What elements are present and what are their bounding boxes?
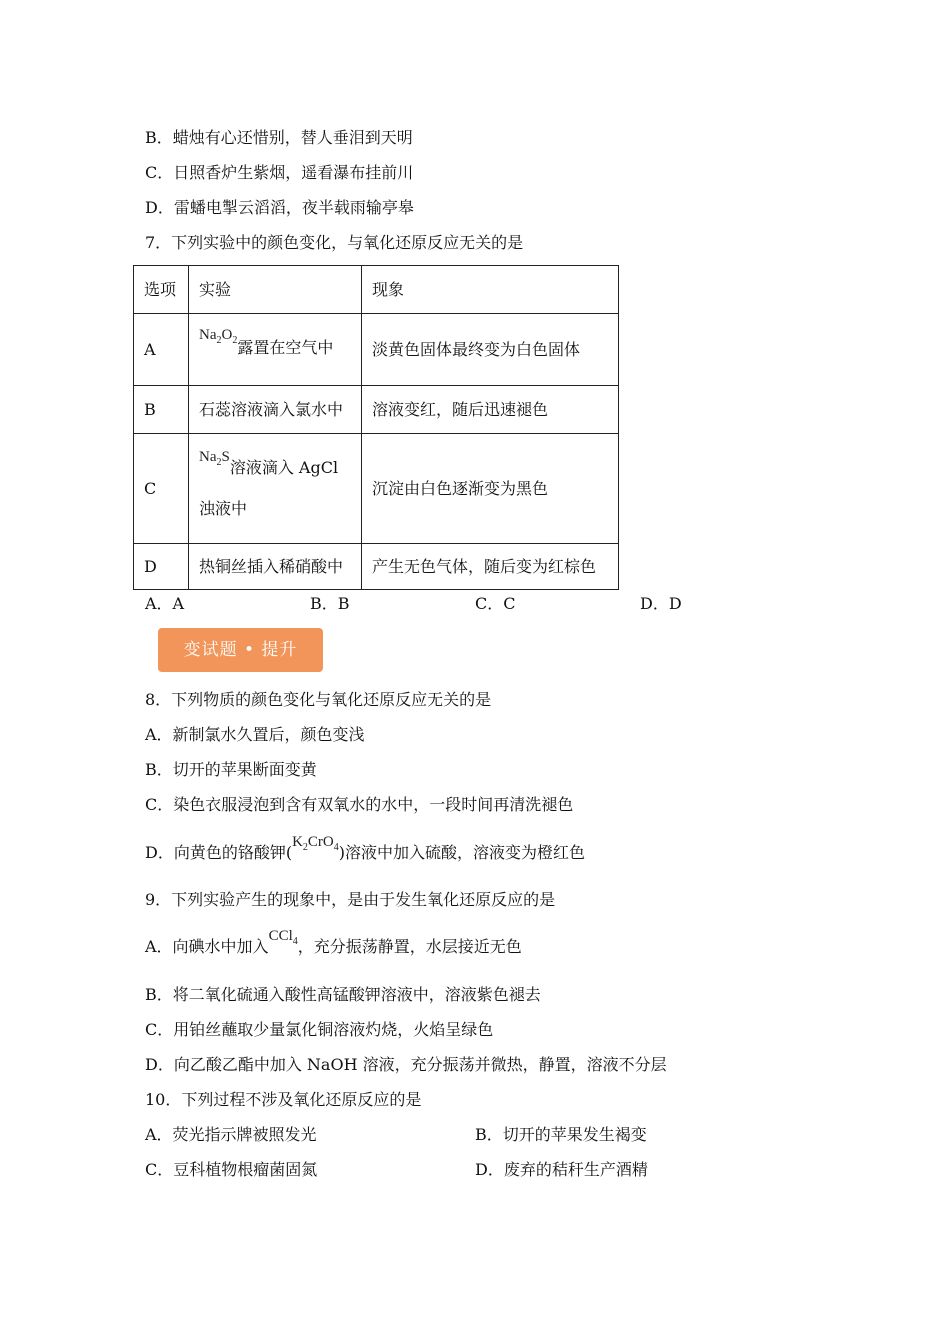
table-header-row (134, 266, 619, 314)
q10-stem: 10．下列过程不涉及氧化还原反应的是 (145, 1090, 422, 1109)
table-cell-experiment: 石蕊溶液滴入氯水中 (189, 386, 362, 434)
q9-option-c: C．用铂丝蘸取少量氯化铜溶液灼烧，火焰呈绿色 (145, 1020, 494, 1039)
q7-choice-a: A．A (145, 594, 185, 613)
table-cell-experiment: 热铜丝插入稀硝酸中 (189, 544, 362, 590)
q9-option-b: B．将二氧化硫通入酸性高锰酸钾溶液中，溶液紫色褪去 (145, 985, 541, 1004)
table-row (134, 314, 619, 386)
table-cell-option: D (134, 544, 189, 590)
table-cell-experiment: $Na_2S$溶液滴入 AgCl 浊液中 (189, 434, 362, 544)
formula-na2s: $Na_2S$ (199, 449, 230, 468)
table-row (134, 434, 619, 544)
q8-option-c: C．染色衣服浸泡到含有双氧水的水中，一段时间再清洗褪色 (145, 795, 574, 814)
q7-choice-d: D．D (640, 594, 682, 613)
q10-option-d: D．废弃的秸秆生产酒精 (475, 1160, 648, 1179)
q9-stem: 9．下列实验产生的现象中，是由于发生氧化还原反应的是 (145, 890, 556, 909)
q10-option-a: A．荧光指示牌被照发光 (145, 1125, 317, 1144)
q6-option-d: D．雷蟠电掣云滔滔，夜半载雨输亭皋 (145, 198, 414, 217)
q6-option-c: C．日照香炉生紫烟，遥看瀑布挂前川 (145, 163, 414, 182)
q6-option-b: B．蜡烛有心还惜别，替人垂泪到天明 (145, 128, 413, 147)
table-row (134, 386, 619, 434)
q7-choice-b: B．B (310, 594, 350, 613)
table-cell-phenomenon: 溶液变红，随后迅速褪色 (362, 386, 619, 434)
q9-option-d: D．向乙酸乙酯中加入 NaOH 溶液，充分振荡并微热，静置，溶液不分层 (145, 1055, 667, 1074)
table-cell-option: B (134, 386, 189, 434)
formula-ccl4: CCl$_4$ (268, 928, 298, 947)
table-cell-phenomenon: 淡黄色固体最终变为白色固体 (362, 314, 619, 386)
q7-stem: 7．下列实验中的颜色变化，与氧化还原反应无关的是 (145, 233, 524, 252)
formula-k2cro4: $K_2CrO_4$ (292, 834, 339, 853)
variant-question-button[interactable]: 变试题 • 提升 (158, 628, 323, 672)
q8-option-a: A．新制氯水久置后，颜色变浅 (145, 725, 365, 744)
table-cell-option: A (134, 314, 189, 386)
table-header-phenomenon: 现象 (362, 266, 619, 314)
q8-stem: 8．下列物质的颜色变化与氧化还原反应无关的是 (145, 690, 492, 709)
table-header-option: 选项 (134, 266, 189, 314)
table-cell-phenomenon: 沉淀由白色逐渐变为黑色 (362, 434, 619, 544)
table-cell-experiment: $Na_2O_2$露置在空气中 (189, 314, 362, 386)
q8-option-b: B．切开的苹果断面变黄 (145, 760, 317, 779)
q8-option-d: D．向黄色的铬酸钾$(K_2CrO_4)$溶液中加入硫酸，溶液变为橙红色 (145, 834, 586, 862)
formula-na2o2: $Na_2O_2$ (199, 327, 238, 346)
table-cell-option: C (134, 434, 189, 544)
table-row (134, 544, 619, 590)
q10-option-c: C．豆科植物根瘤菌固氮 (145, 1160, 318, 1179)
q7-choice-c: C．C (475, 594, 516, 613)
table-cell-phenomenon: 产生无色气体，随后变为红棕色 (362, 544, 619, 590)
q7-table (133, 265, 619, 590)
q10-option-b: B．切开的苹果发生褐变 (475, 1125, 647, 1144)
table-header-experiment: 实验 (189, 266, 362, 314)
q9-option-a: A．向碘水中加入CCl$_4$，充分振荡静置，水层接近无色 (145, 928, 522, 956)
